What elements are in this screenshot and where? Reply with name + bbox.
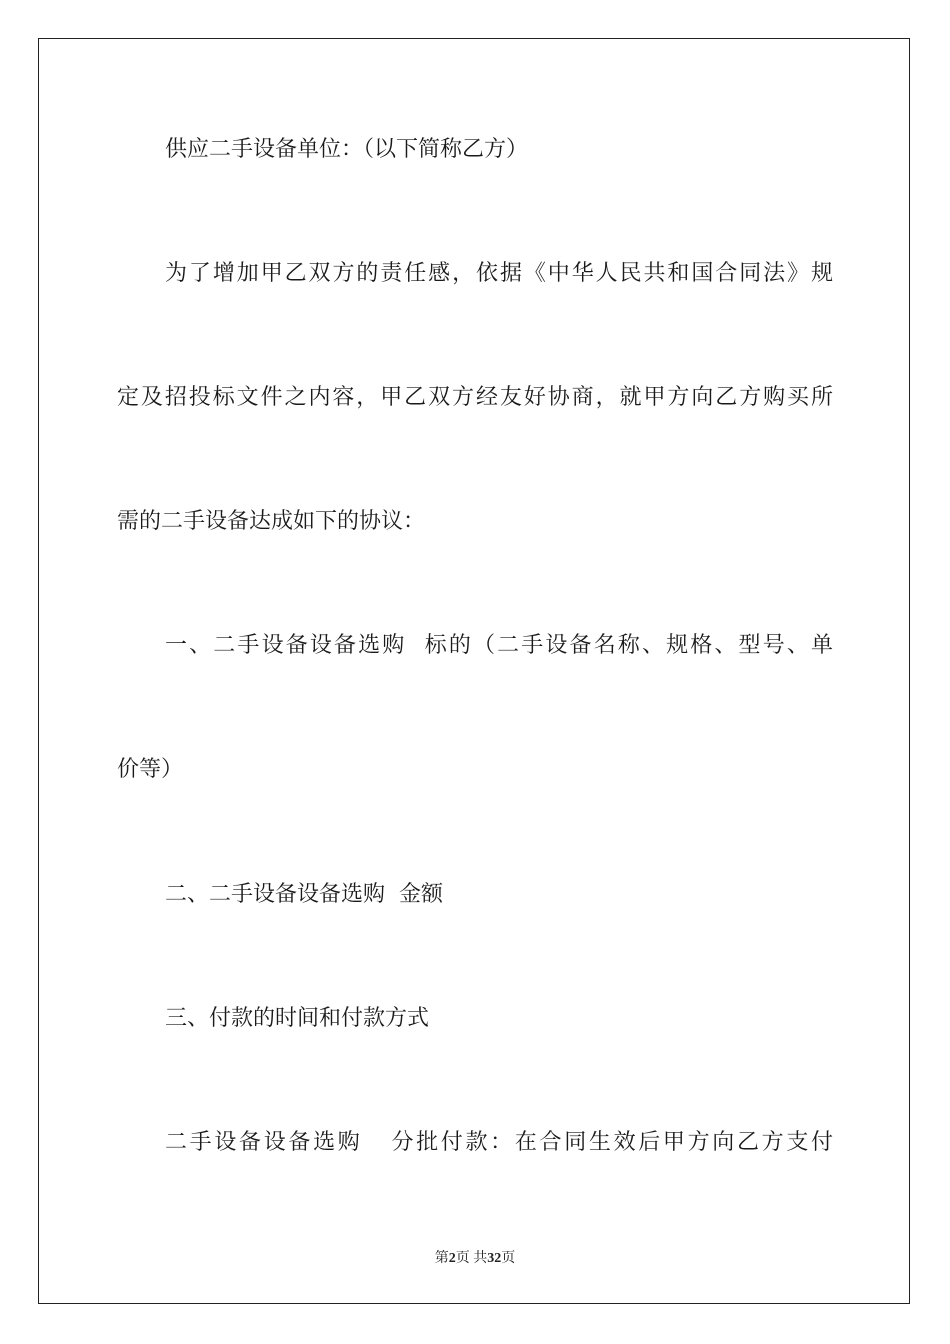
paragraph-line-7: 二、二手设备设备选购 金额 xyxy=(165,882,443,907)
page-border xyxy=(38,38,910,1304)
paragraph-line-8: 三、付款的时间和付款方式 xyxy=(165,1006,430,1031)
footer-prefix: 第 xyxy=(434,1251,449,1266)
footer-page-number: 2 xyxy=(448,1251,456,1266)
paragraph-line-1: 供应二手设备单位：（以下简称乙方） xyxy=(165,137,529,162)
paragraph-line-5: 一、二手设备设备选购 标的（二手设备名称、规格、型号、单 xyxy=(165,633,833,658)
footer-page-suffix: 页 共 xyxy=(455,1251,488,1266)
paragraph-line-9: 二手设备设备选购 分批付款：在合同生效后甲方向乙方支付 xyxy=(165,1130,833,1155)
footer-total-pages: 32 xyxy=(487,1251,502,1266)
paragraph-line-4: 需的二手设备达成如下的协议： xyxy=(117,509,426,534)
paragraph-line-2: 为了增加甲乙双方的责任感，依据《中华人民共和国合同法》规 xyxy=(165,261,833,286)
paragraph-line-3: 定及招投标文件之内容，甲乙双方经友好协商，就甲方向乙方购买所 xyxy=(117,385,833,410)
paragraph-line-6: 价等） xyxy=(117,757,184,782)
footer-total-suffix: 页 xyxy=(501,1251,516,1266)
page-footer xyxy=(0,1247,950,1267)
